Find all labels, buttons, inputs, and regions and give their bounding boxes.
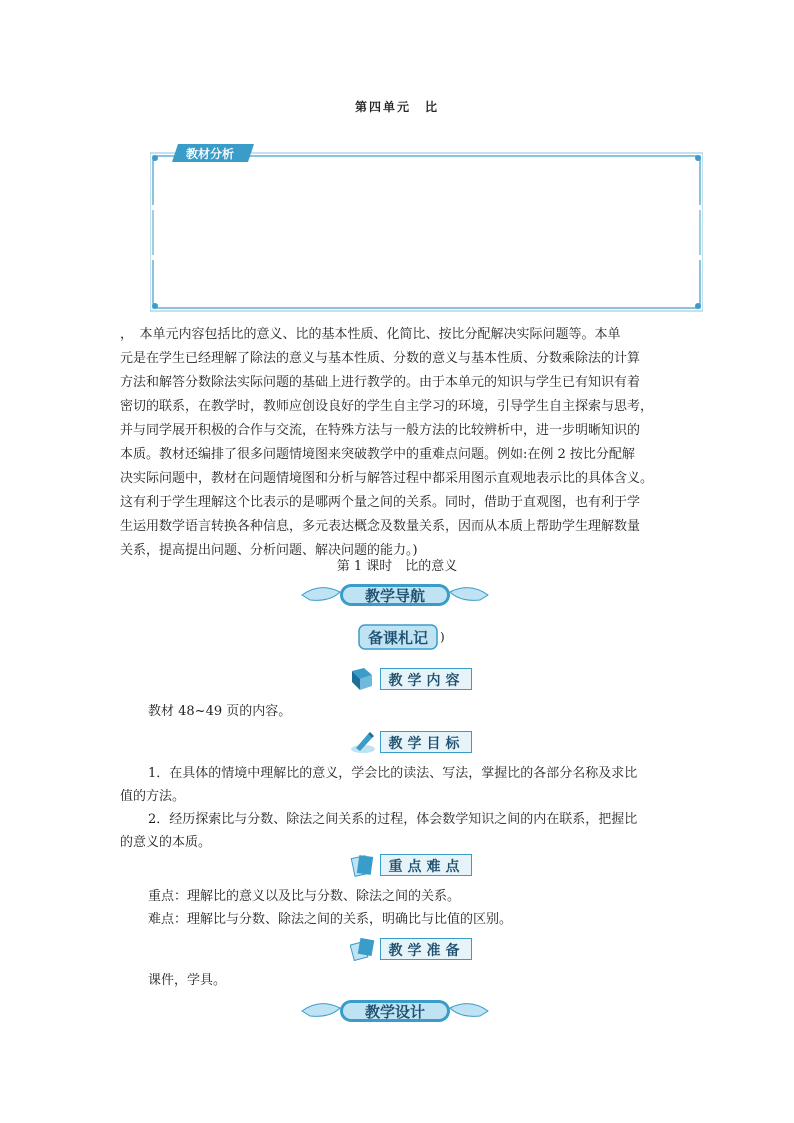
analysis-line: 本质。教材还编排了很多问题情境图来突破教学中的重难点问题。例如:在例 2 按比分配解 (120, 447, 635, 462)
pencil-icon (350, 730, 376, 754)
analysis-line: 这有利于学生理解这个比表示的是哪两个量之间的关系。同时，借助于直观图，也有利于学 (120, 495, 641, 510)
analysis-tab (172, 144, 254, 162)
analysis-line: ， 本单元内容包括比的意义、比的基本性质、化简比、按比分配解决实际问题等。本单 (120, 327, 621, 342)
content-text (148, 700, 718, 723)
analysis-line: 关系，提高提出问题、分析问题、解决问题的能力。) (120, 543, 418, 558)
section-content-label: 教学内容 (388, 673, 465, 689)
goal-line: 2．经历探索比与分数、除法之间关系的过程，体会数学知识之间的内在联系，把握比 (148, 812, 638, 827)
key-line: 重点：理解比的意义以及比与分数、除法之间的关系。 (148, 889, 461, 904)
goal-line: 值的方法。 (120, 789, 186, 804)
banner-teaching-nav (300, 580, 490, 610)
cards-icon (350, 937, 376, 961)
banner-nav-label: 教学导航 (364, 587, 425, 605)
analysis-frame (150, 150, 703, 314)
banner-design-label: 教学设计 (364, 1003, 425, 1021)
section-prep-label: 教学准备 (388, 943, 465, 959)
lesson-title: 第 1 课时 比的意义 (336, 559, 458, 574)
banner-teaching-design (300, 996, 490, 1026)
section-header-content (350, 667, 480, 691)
content-line: 教材 48~49 页的内容。 (148, 704, 292, 719)
section-key-label: 重点难点 (388, 859, 465, 875)
note-badge (358, 624, 450, 650)
section-header-goals (350, 730, 480, 754)
note-badge-label: 备课札记 (367, 629, 428, 647)
unit-title: 第四单元 比 (354, 100, 439, 114)
analysis-paragraph (120, 323, 680, 563)
analysis-line: 方法和解答分数除法实际问题的基础上进行教学的。由于本单元的知识与学生已有知识有着 (120, 375, 641, 390)
analysis-line: 元是在学生已经理解了除法的意义与基本性质、分数的意义与基本性质、分数乘除法的计算 (120, 351, 641, 366)
prep-line: 课件，学具。 (148, 973, 227, 988)
key-line: 难点：理解比与分数、除法之间的关系，明确比与比值的区别。 (148, 912, 513, 927)
note-pages-icon (350, 853, 376, 877)
analysis-tab-label: 教材分析 (186, 147, 235, 161)
key-points-text (148, 885, 718, 931)
section-goals-label: 教学目标 (388, 736, 465, 752)
prep-text (148, 969, 718, 992)
goal-line: 的意义的本质。 (120, 835, 212, 850)
analysis-line: 生运用数学语言转换各种信息，多元表达概念及数量关系，因而从本质上帮助学生理解数量 (120, 519, 641, 534)
section-header-key (350, 853, 480, 877)
analysis-line: 决实际问题中，教材在问题情境图和分析与解答过程中都采用图示直观地表示比的具体含义。 (120, 471, 654, 486)
section-header-prep (350, 937, 480, 961)
analysis-line: 并与同学展开积极的合作与交流，在特殊方法与一般方法的比较辨析中，进一步明晰知识的 (120, 423, 641, 438)
note-badge-paren: ) (440, 630, 445, 644)
goal-line: 1．在具体的情境中理解比的意义，学会比的读法、写法，掌握比的各部分名称及求比 (148, 766, 638, 781)
analysis-line: 密切的联系，在教学时，教师应创设良好的学生自主学习的环境，引导学生自主探索与思考， (120, 399, 654, 414)
book-icon (350, 667, 374, 691)
goals-text (120, 762, 690, 854)
